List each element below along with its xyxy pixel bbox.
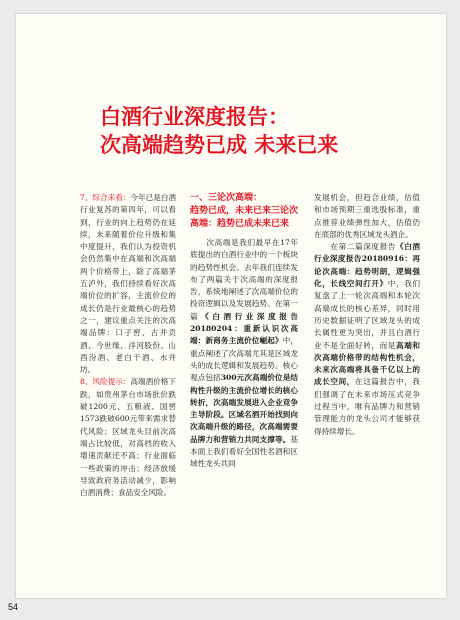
section-heading — [190, 192, 298, 231]
section-label-risk: 8、风险提示： — [80, 377, 131, 387]
paragraph-text: 在这篇报告中，我们强调了在未来市场压式竞争过程当中，唯有品牌力和营销管理能力的龙头公司才能够获得持续增长。 — [314, 377, 421, 436]
section-heading-number: 一、三论次高端： — [190, 193, 263, 203]
paragraph-text: 今年已是白酒行业复苏的第四年，可以看到，行业的向上趋势仍在延续，未来随着价位升级和集中度提升，我们认为投资机会仍然集中在高端和次高端两个价格带上，除了高端茅五泸外，我们持续看好次高端价位的扩容，主流价位的成长仍是行业最核心的趋势之一，建议重点关注的次高端品牌：口子窖、古井贡酒、今世缘、洋河股份、山西汾酒、老白干酒、水井坊。 — [80, 193, 176, 375]
key-points: 300元次高端价位是结构性升级的主流价位增长的核心转折，次高端发展进入企业竞争主导阶段。区域名酒开始找到向次高端升级的路径，次高端需要品牌力和营销力共同支撑等。 — [190, 373, 298, 444]
paragraph-text: 高端酒价格下跌，如贵州茅台市场批价跌破1200元、五粮液、国窖1573跌破600元带来需求替代风险；区域龙头目前次高端占比较低，对高档的收入增速贡献还不高；行业面临一些政策的冲击；经济放缓导致政府务活动减少，影响白酒消费；食品安全风险。 — [80, 377, 176, 498]
section-heading-text: 趋势已成，未来已来三论次高端：趋势已成未来已来 — [190, 206, 299, 229]
paragraph-text: 在第二篇深度报告 — [330, 242, 397, 252]
paragraph-body — [314, 241, 420, 438]
text-column-3 — [314, 192, 420, 438]
key-points: 高端和次高端价格带的结构性机会，未来次高端将具备千亿以上的成长空间， — [314, 340, 421, 387]
report-citation: 《白酒行业深度报告20180204：重新认识次高端：新商务主流价位崛起》 — [190, 311, 298, 346]
document-page — [16, 14, 446, 598]
text-column-1 — [80, 192, 176, 499]
paragraph-risk — [80, 376, 176, 499]
paragraph-body — [190, 237, 298, 471]
paragraph-text: 并且白酒行业不是全面好转，而是 — [314, 328, 421, 350]
paragraph-text: 中，我们复盘了上一轮次高端和本轮次高端成长的核心差异，同时用历史数据证明了区域龙头的成长属性更为突出， — [314, 279, 421, 338]
text-column-2 — [190, 192, 298, 471]
paragraph-text: 基本面上我们看好全国性名酒和区域性龙头共同 — [190, 434, 298, 469]
paragraph-text: 次高端是我们最早在17年底提出的白酒行业中的一个板块的趋势性机会。去年我们连续发布了两篇关于次高端的深度报告，系统地阐述了次高端价位的投资逻辑以及发展趋势。在第一篇 — [190, 238, 298, 321]
paragraph-text: 中，重点阐述了次高端尤其是区域龙头的成长逻辑和发展趋势。核心观点包括 — [190, 336, 299, 383]
section-label-summary: 7、综合来看： — [80, 193, 131, 202]
article-title-line2: 次高端趋势已成 未来已来 — [100, 133, 339, 157]
paragraph-summary — [80, 192, 176, 376]
report-citation: 《白酒行业深度报告20180916：再论次高端：趋势明朗，逻辑强化，长线空间打开》 — [314, 242, 421, 289]
paragraph-body: 发展机会，但趋合业绩，估值和市场预期三重选股标准，重点推荐业绩弹性加大，估值仍在底部的优秀区域龙头酒企。 — [314, 193, 420, 239]
article-title-line1: 白酒行业深度报告： — [100, 105, 289, 129]
page-number: 54 — [8, 602, 19, 612]
